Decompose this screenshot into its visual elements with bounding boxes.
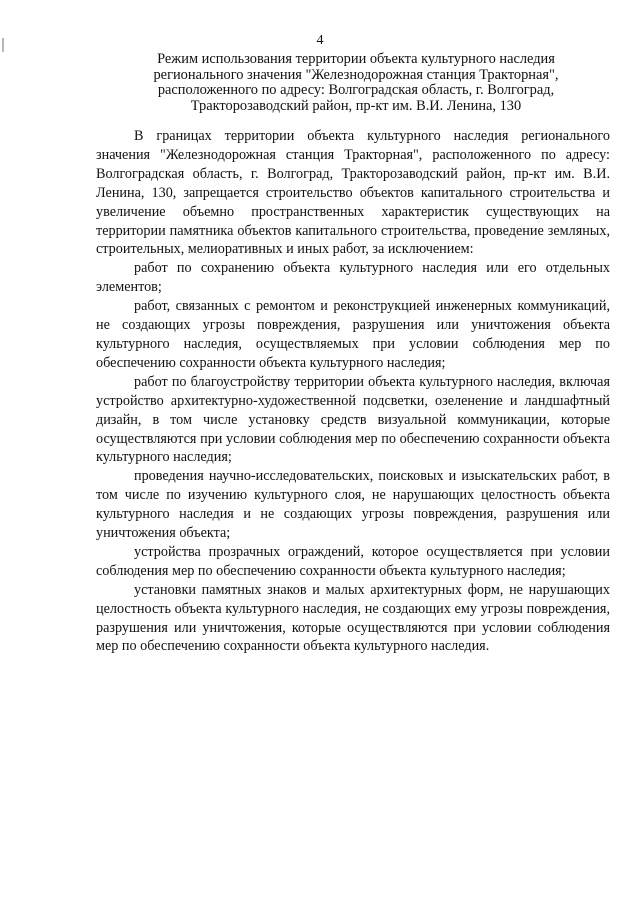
page-number: 4 (316, 33, 324, 48)
heading-line: Режим использования территории объекта культурного наследия (157, 51, 555, 67)
heading-line: расположенного по адресу: Волгоградская область, г. Волгоград, (157, 82, 555, 99)
document-heading (96, 52, 616, 114)
exception-item: работ, связанных с ремонтом и реконструкцией инженерных коммуникаций, не создающих угрозы повреждения, разрушения или уничтожения объекта культурного наследия, осуществляемых при условии соблюдения мер по обеспечению сохранности объекта культурного наследия; (96, 298, 610, 371)
exception-item: работ по сохранению объекта культурного наследия или его отдельных элементов; (96, 260, 610, 296)
exception-item: проведения научно-исследовательских, поисковых и изыскательских работ, в том числе по изучению культурного слоя, не нарушающих целостность объекта культурного наследия и не создающих угрозы повреждения, разрушения или уничтожения объекта; (96, 468, 610, 542)
exception-item: работ по благоустройству территории объекта культурного наследия, включая устройство архитектурно-художественной подсветки, озеленение и ландшафтный дизайн, в том числе установку средств визуальной коммуникации, которые осуществляются при условии соблюдения мер по обеспечению сохранности объекта культурного наследия; (96, 373, 610, 466)
intro-paragraph: В границах территории объекта культурного наследия регионального значения "Железнодорожная станция Тракторная", расположенного по адресу: Волгоградская область, г. Волгоград, Тракторозаводский район, пр-кт им. В.И. Ленина, 130, запрещается строительство объектов капитального строительства и увеличение объемно пространственных характеристик существующих на территории памятника объектов капитального строительства, проведение земляных, строительных, мелиоративных и иных работ, за исключением: (96, 128, 610, 258)
exception-item: устройства прозрачных ограждений, которое осуществляется при условии соблюдения мер по обеспечению сохранности объекта культурного наследия; (96, 543, 610, 579)
heading-line: Тракторозаводский район, пр-кт им. В.И. Ленина, 130 (190, 97, 522, 114)
heading-line: регионального значения "Железнодорожная станция Тракторная", (153, 66, 559, 83)
document-body (96, 127, 610, 656)
exception-item: установки памятных знаков и малых архитектурных форм, не нарушающих целостность объекта культурного наследия, не создающих ему угрозы повреждения, разрушения или уничтожения, которые осуществляются при условии соблюдения мер по обеспечению сохранности объекта культурного наследия. (96, 581, 610, 655)
